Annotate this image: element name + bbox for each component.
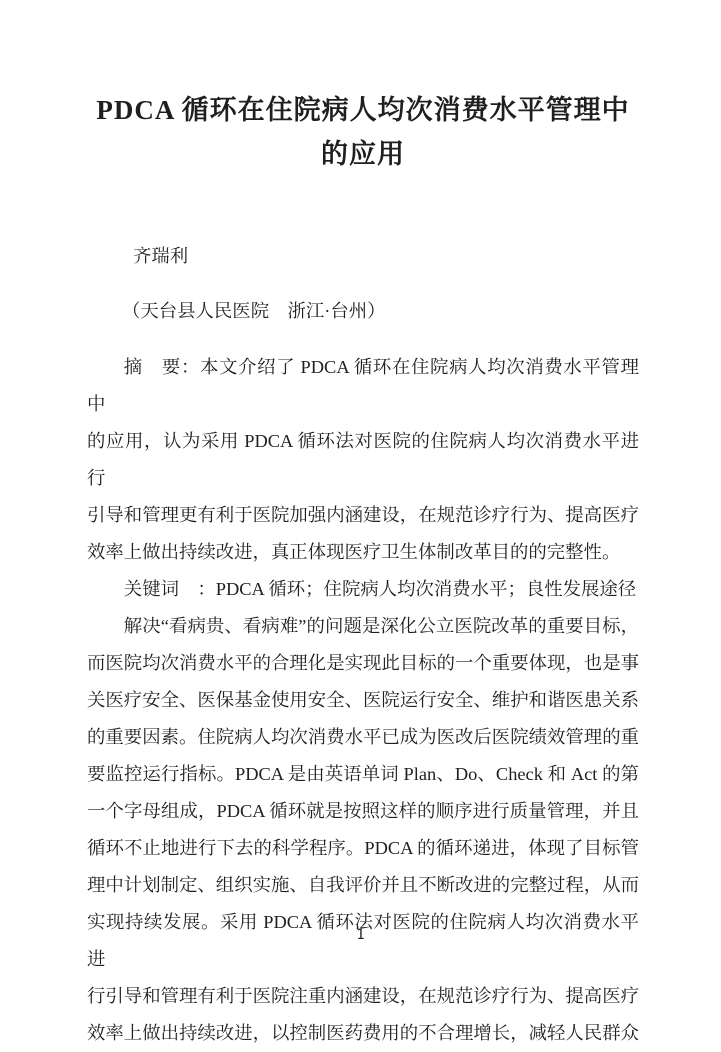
text-line: 行引导和管理有利于医院注重内涵建设，在规范诊疗行为、提高医疗 [87, 985, 639, 1006]
body-paragraph [87, 608, 639, 1052]
abstract-paragraph [87, 349, 639, 571]
text-line: 解决“看病贵、看病难”的问题是深化公立医院改革的重要目标， [123, 615, 639, 636]
page-number: 1 [356, 927, 365, 943]
text-line: 理中计划制定、组织实施、自我评价并且不断改进的完整过程，从而 [87, 874, 639, 895]
text-line: 摘 要：本文介绍了 PDCA 循环在住院病人均次消费水平管理中 [87, 356, 639, 414]
text-line: 的重要因素。住院病人均次消费水平已成为医改后医院绩效管理的重 [87, 726, 639, 747]
document-title [87, 88, 639, 176]
text-line: 要监控运行指标。PDCA 是由英语单词 Plan、Do、Check 和 Act 的第 [87, 763, 639, 784]
text-line: 关医疗安全、医保基金使用安全、医院运行安全、维护和谐医患关系 [87, 689, 639, 710]
text-line: 而医院均次消费水平的合理化是实现此目标的一个重要体现，也是事 [87, 652, 639, 673]
text-line: 引导和管理更有利于医院加强内涵建设，在规范诊疗行为、提高医疗 [87, 504, 639, 525]
author-affiliation: （天台县人民医院 浙江·台州） [121, 301, 386, 322]
text-line: 效率上做出持续改进，真正体现医疗卫生体制改革目的的完整性。 [87, 541, 621, 562]
text-line: 的应用，认为采用 PDCA 循环法对医院的住院病人均次消费水平进行 [87, 430, 639, 488]
text-line: 实现持续发展。采用 PDCA 循环法对医院的住院病人均次消费水平进 [87, 911, 639, 969]
author-name: 齐瑞利 [133, 246, 189, 266]
text-line: 效率上做出持续改进，以控制医药费用的不合理增长，减轻人民群众 [87, 1022, 639, 1043]
keywords-paragraph [87, 571, 639, 608]
title-line-2: 的应用 [321, 139, 405, 169]
text-line: 关键词 ：PDCA 循环；住院病人均次消费水平；良性发展途径 [123, 578, 637, 599]
text-line: 循环不止地进行下去的科学程序。PDCA 的循环递进，体现了目标管 [87, 837, 639, 858]
text-line: 一个字母组成，PDCA 循环就是按照这样的顺序进行质量管理，并且 [87, 800, 639, 821]
document-content [87, 0, 639, 1052]
title-line-1: PDCA 循环在住院病人均次消费水平管理中 [96, 95, 630, 125]
